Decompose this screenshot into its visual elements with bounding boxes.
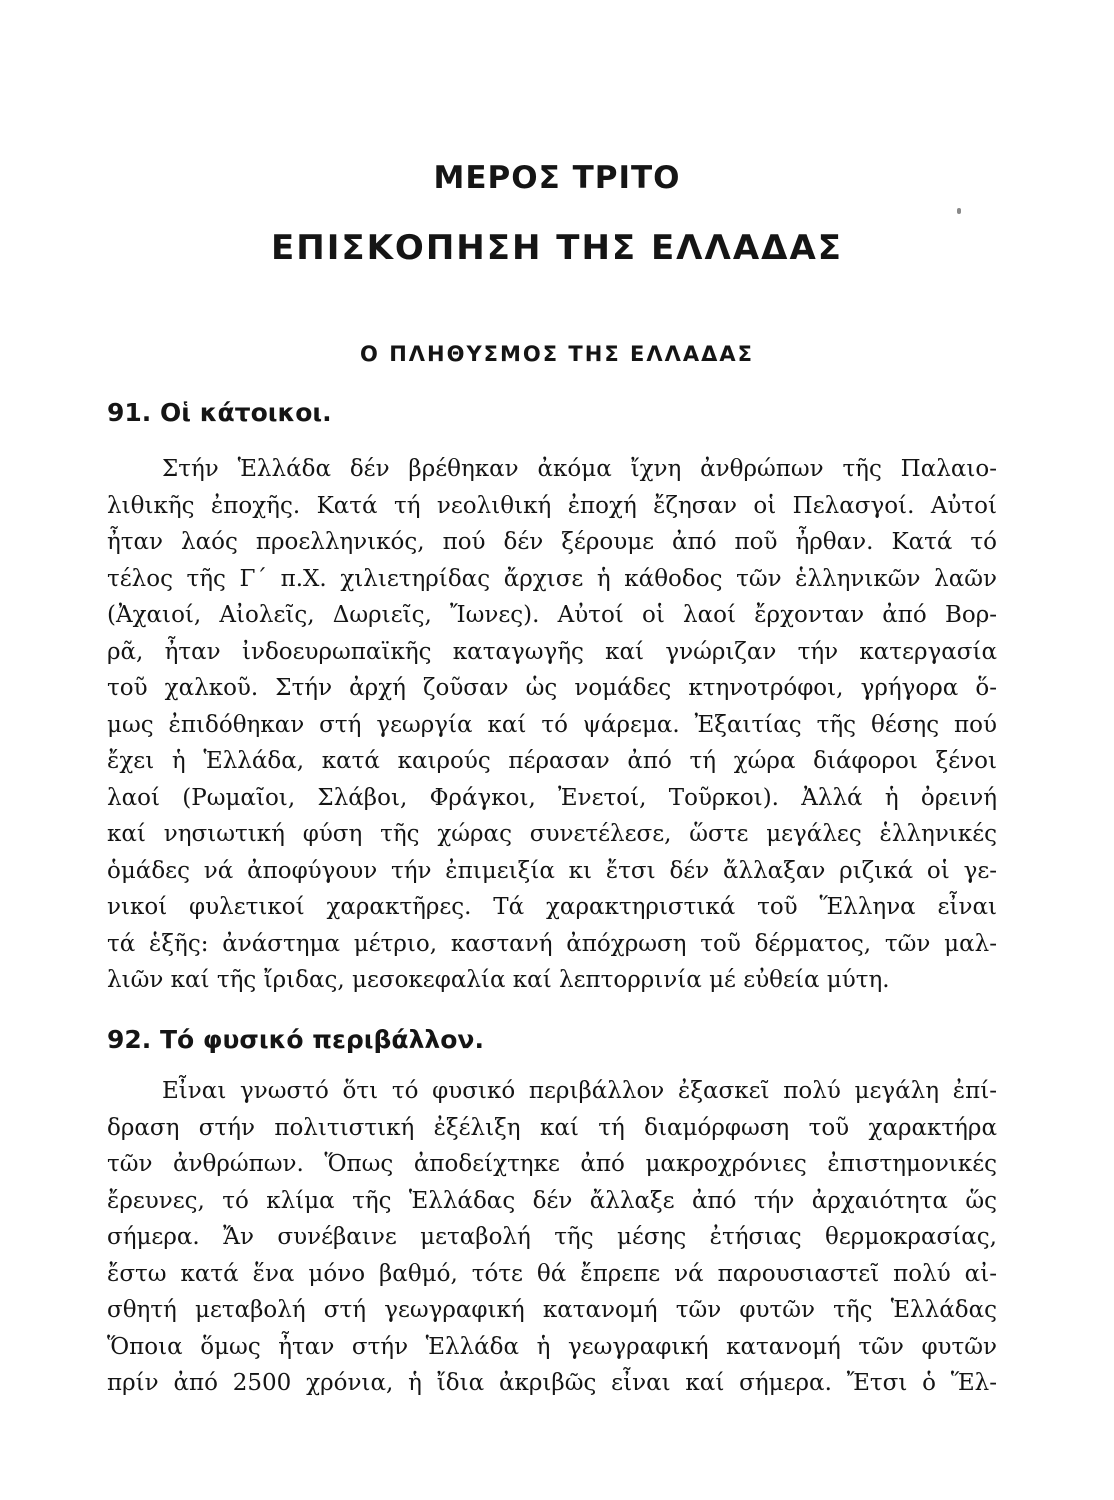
text-line: Στήν Ἑλλάδα δέν βρέθηκαν ἀκόμα ἴχνη ἀνθρώπων τῆς Παλαιο- — [162, 456, 997, 482]
text-line: ἦταν λαός προελληνικός, πού δέν ξέρουμε ἀπό ποῦ ἦρθαν. Κατά τό — [107, 529, 997, 555]
part-title: ΜΕΡΟΣ ΤΡΙΤΟ — [433, 160, 681, 196]
text-line: Εἶναι γνωστό ὅτι τό φυσικό περιβάλλον ἐξασκεῖ πολύ μεγάλη ἐπί- — [162, 1078, 997, 1104]
text-line: σήμερα. Ἄν συνέβαινε μεταβολή τῆς μέσης ἐτήσιας θερμοκρασίας, — [107, 1224, 997, 1250]
text-line: σθητή μεταβολή στή γεωγραφική κατανομή τῶν φυτῶν τῆς Ἑλλάδας — [107, 1297, 997, 1323]
text-line: νικοί φυλετικοί χαρακτῆρες. Τά χαρακτηριστικά τοῦ Ἕλληνα εἶναι — [107, 894, 997, 920]
page-speck — [957, 208, 961, 214]
paragraph-92 — [107, 1073, 997, 1402]
text-line: ἔστω κατά ἕνα μόνο βαθμό, τότε θά ἔπρεπε νά παρουσιαστεῖ πολύ αἰ- — [107, 1260, 997, 1287]
text-line: πρίν ἀπό 2500 χρόνια, ἡ ἴδια ἀκριβῶς εἶναι καί σήμερα. Ἔτσι ὁ Ἕλ- — [107, 1370, 997, 1396]
heading-91: 91. Οἱ κάτοικοι. — [107, 398, 332, 427]
heading-92: 92. Τό φυσικό περιβάλλον. — [107, 1025, 484, 1054]
text-line: Ὅποια ὅμως ἦταν στήν Ἑλλάδα ἡ γεωγραφική κατανομή τῶν φυτῶν — [107, 1333, 997, 1360]
text-line: μως ἐπιδόθηκαν στή γεωργία καί τό ψάρεμα. Ἐξαιτίας τῆς θέσης πού — [107, 711, 997, 738]
text-line: τά ἑξῆς: ἀνάστημα μέτριο, καστανή ἀπόχρωση τοῦ δέρματος, τῶν μαλ- — [107, 930, 997, 957]
text-line: τέλος τῆς Γ΄ π.Χ. χιλιετηρίδας ἄρχισε ἡ κάθοδος τῶν ἑλληνικῶν λαῶν — [107, 565, 997, 592]
text-line: ὁμάδες νά ἀποφύγουν τήν ἐπιμειξία κι ἔτσι δέν ἄλλαξαν ριζικά οἱ γε- — [107, 857, 997, 884]
text-line: ἔρευνες, τό κλίμα τῆς Ἑλλάδας δέν ἄλλαξε ἀπό τήν ἀρχαιότητα ὥς — [107, 1187, 997, 1214]
section-title: Ο ΠΛΗΘΥΣΜΟΣ ΤΗΣ ΕΛΛΑΔΑΣ — [360, 342, 754, 366]
text-line: δραση στήν πολιτιστική ἐξέλιξη καί τή διαμόρφωση τοῦ χαρακτήρα — [107, 1114, 997, 1141]
text-line: ἔχει ἡ Ἑλλάδα, κατά καιρούς πέρασαν ἀπό τή χώρα διάφοροι ξένοι — [107, 748, 997, 774]
text-line: τῶν ἀνθρώπων. Ὅπως ἀποδείχτηκε ἀπό μακροχρόνιες ἐπιστημονικές — [107, 1151, 997, 1177]
text-line: (Ἀχαιοί, Αἰολεῖς, Δωριεῖς, Ἴωνες). Αὐτοί οἱ λαοί ἔρχονταν ἀπό Βορ- — [107, 602, 997, 628]
text-line: ρᾶ, ἦταν ἰνδοευρωπαϊκῆς καταγωγῆς καί γνώριζαν τήν κατεργασία — [107, 638, 997, 665]
main-title: ΕΠΙΣΚΟΠΗΣΗ ΤΗΣ ΕΛΛΑΔΑΣ — [271, 228, 843, 268]
text-line: λαοί (Ρωμαῖοι, Σλάβοι, Φράγκοι, Ἐνετοί, Τοῦρκοι). Ἀλλά ἡ ὀρεινή — [107, 784, 997, 811]
text-line: τοῦ χαλκοῦ. Στήν ἀρχή ζοῦσαν ὡς νομάδες κτηνοτρόφοι, γρήγορα ὅ- — [107, 675, 997, 701]
paragraph-91 — [107, 451, 997, 999]
text-line: λιῶν καί τῆς ἴριδας, μεσοκεφαλία καί λεπτορρινία μέ εὐθεία μύτη. — [107, 967, 890, 993]
text-line: καί νησιωτική φύση τῆς χώρας συνετέλεσε, ὥστε μεγάλες ἑλληνικές — [107, 821, 997, 847]
text-line: λιθικῆς ἐποχῆς. Κατά τή νεολιθική ἐποχή ἔζησαν οἱ Πελασγοί. Αὐτοί — [107, 492, 997, 519]
